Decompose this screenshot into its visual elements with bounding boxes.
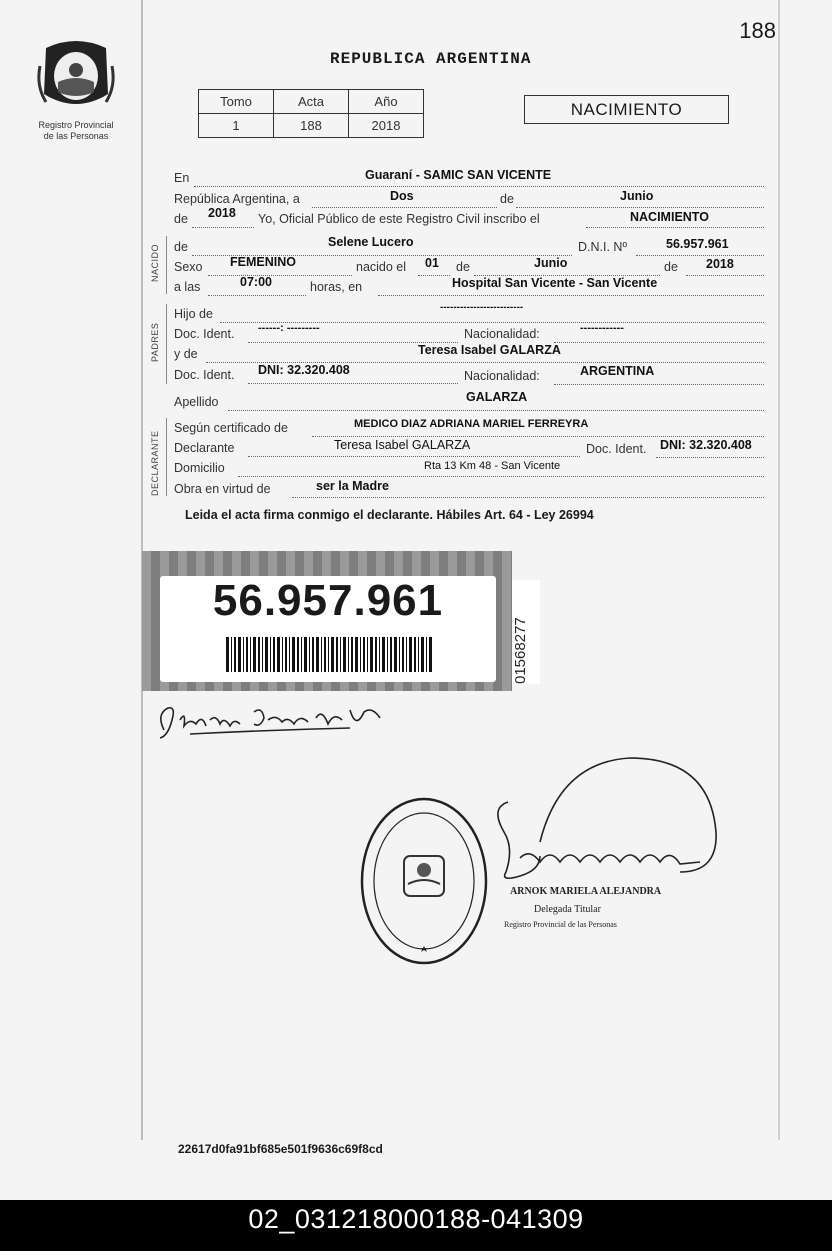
child-dni-value: 56.957.961 xyxy=(666,237,729,251)
mother-doc-value: DNI: 32.320.408 xyxy=(258,363,350,377)
inscription-type-value: NACIMIENTO xyxy=(630,210,709,224)
doc1-label: Doc. Ident. xyxy=(174,327,235,341)
sex-value: FEMENINO xyxy=(230,255,296,269)
right-edge xyxy=(778,0,780,1140)
side-label-padres: PADRES xyxy=(150,322,160,362)
declarante-bracket xyxy=(166,418,167,496)
registration-day-value: Dos xyxy=(390,189,414,203)
page-number: 188 xyxy=(739,18,776,43)
registration-month-value: Junio xyxy=(620,189,654,203)
logo-caption-line1: Registro Provincial xyxy=(38,120,114,130)
nacido-bracket xyxy=(166,236,167,294)
address-value: Rta 13 Km 48 - San Vicente xyxy=(424,460,561,472)
ref-value-anio: 2018 xyxy=(349,114,424,138)
father-nationality-value: ------------ xyxy=(580,322,624,334)
birth-time-value: 07:00 xyxy=(240,275,272,289)
side-label-declarante: DECLARANTE xyxy=(150,430,160,496)
segun-label: Según certificado de xyxy=(174,421,288,435)
registration-year-value: 2018 xyxy=(208,206,236,220)
birth-month-value: Junio xyxy=(534,256,568,270)
de4-label: de xyxy=(456,260,470,274)
birth-year-value: 2018 xyxy=(706,257,734,271)
en-label: En xyxy=(174,171,190,185)
document-type-box: NACIMIENTO xyxy=(524,95,729,124)
registry-office-value: Guaraní - SAMIC SAN VICENTE xyxy=(365,168,552,182)
de-label: de xyxy=(500,192,514,206)
obra-label: Obra en virtud de xyxy=(174,482,271,496)
country-title: REPUBLICA ARGENTINA xyxy=(330,50,532,68)
oficial-text: Yo, Oficial Público de este Registro Civil inscribo el xyxy=(258,212,540,226)
birth-place-value: Hospital San Vicente - San Vicente xyxy=(452,276,658,290)
de5-label: de xyxy=(664,260,678,274)
child-name-value: Selene Lucero xyxy=(328,235,414,249)
father-value: ------------------------- xyxy=(440,302,524,313)
closing-statement: Leida el acta firma conmigo el declarante. Hábiles Art. 64 - Ley 26994 xyxy=(185,508,594,522)
padres-bracket xyxy=(166,304,167,384)
father-doc-value: ------: --------- xyxy=(258,322,320,334)
ref-header-anio: Año xyxy=(349,90,424,114)
official-signature xyxy=(480,752,730,932)
logo-caption-line2: de las Personas xyxy=(43,131,109,141)
relationship-value: ser la Madre xyxy=(316,479,389,493)
nacido-label: nacido el xyxy=(356,260,407,274)
doc3-label: Doc. Ident. xyxy=(586,442,647,456)
ref-header-acta: Acta xyxy=(274,90,349,114)
sticker-serial: 01568277 xyxy=(512,617,529,684)
surname-value: GALARZA xyxy=(466,390,528,404)
birth-day-value: 01 xyxy=(425,256,439,270)
apellido-label: Apellido xyxy=(174,395,219,409)
declarante-label: Declarante xyxy=(174,441,235,455)
official-office-text: Registro Provincial de las Personas xyxy=(504,920,617,929)
province-seal-logo xyxy=(36,36,116,116)
barcode xyxy=(226,637,434,672)
sticker-dni-number: 56.957.961 xyxy=(212,576,444,625)
sexo-label: Sexo xyxy=(174,260,203,274)
dni-label: D.N.I. Nº xyxy=(578,240,628,254)
ref-header-tomo: Tomo xyxy=(199,90,274,114)
nac2-label: Nacionalidad: xyxy=(464,369,540,383)
ref-value-tomo: 1 xyxy=(199,114,274,138)
declarant-signature xyxy=(150,690,400,750)
nac1-label: Nacionalidad: xyxy=(464,327,540,341)
reference-table xyxy=(198,89,424,138)
republica-label: República Argentina, a xyxy=(174,192,300,206)
declarant-doc-value: DNI: 32.320.408 xyxy=(660,438,752,452)
doc2-label: Doc. Ident. xyxy=(174,368,235,382)
horas-label: horas, en xyxy=(310,280,363,294)
official-title-text: Delegada Titular xyxy=(534,904,601,915)
logo-caption xyxy=(22,120,130,142)
footer-code: 02_031218000188-041309 xyxy=(248,1204,584,1234)
mother-name-value: Teresa Isabel GALARZA xyxy=(418,343,561,357)
registry-stamp xyxy=(358,796,490,966)
official-name-text: ARNOK MARIELA ALEJANDRA xyxy=(510,886,662,897)
declarant-name-value: Teresa Isabel GALARZA xyxy=(334,438,471,452)
domicilio-label: Domicilio xyxy=(174,461,225,475)
side-label-nacido: NACIDO xyxy=(150,243,160,282)
alas-label: a las xyxy=(174,280,201,294)
yde-label: y de xyxy=(174,347,198,361)
de2-label: de xyxy=(174,212,188,226)
document-hash: 22617d0fa91bf685e501f9636c69f8cd xyxy=(178,1142,383,1156)
ref-value-acta: 188 xyxy=(274,114,349,138)
mother-nationality-value: ARGENTINA xyxy=(580,364,655,378)
hijo-label: Hijo de xyxy=(174,307,213,321)
certificate-value: MEDICO DIAZ ADRIANA MARIEL FERREYRA xyxy=(354,418,589,430)
de3-label: de xyxy=(174,240,188,254)
